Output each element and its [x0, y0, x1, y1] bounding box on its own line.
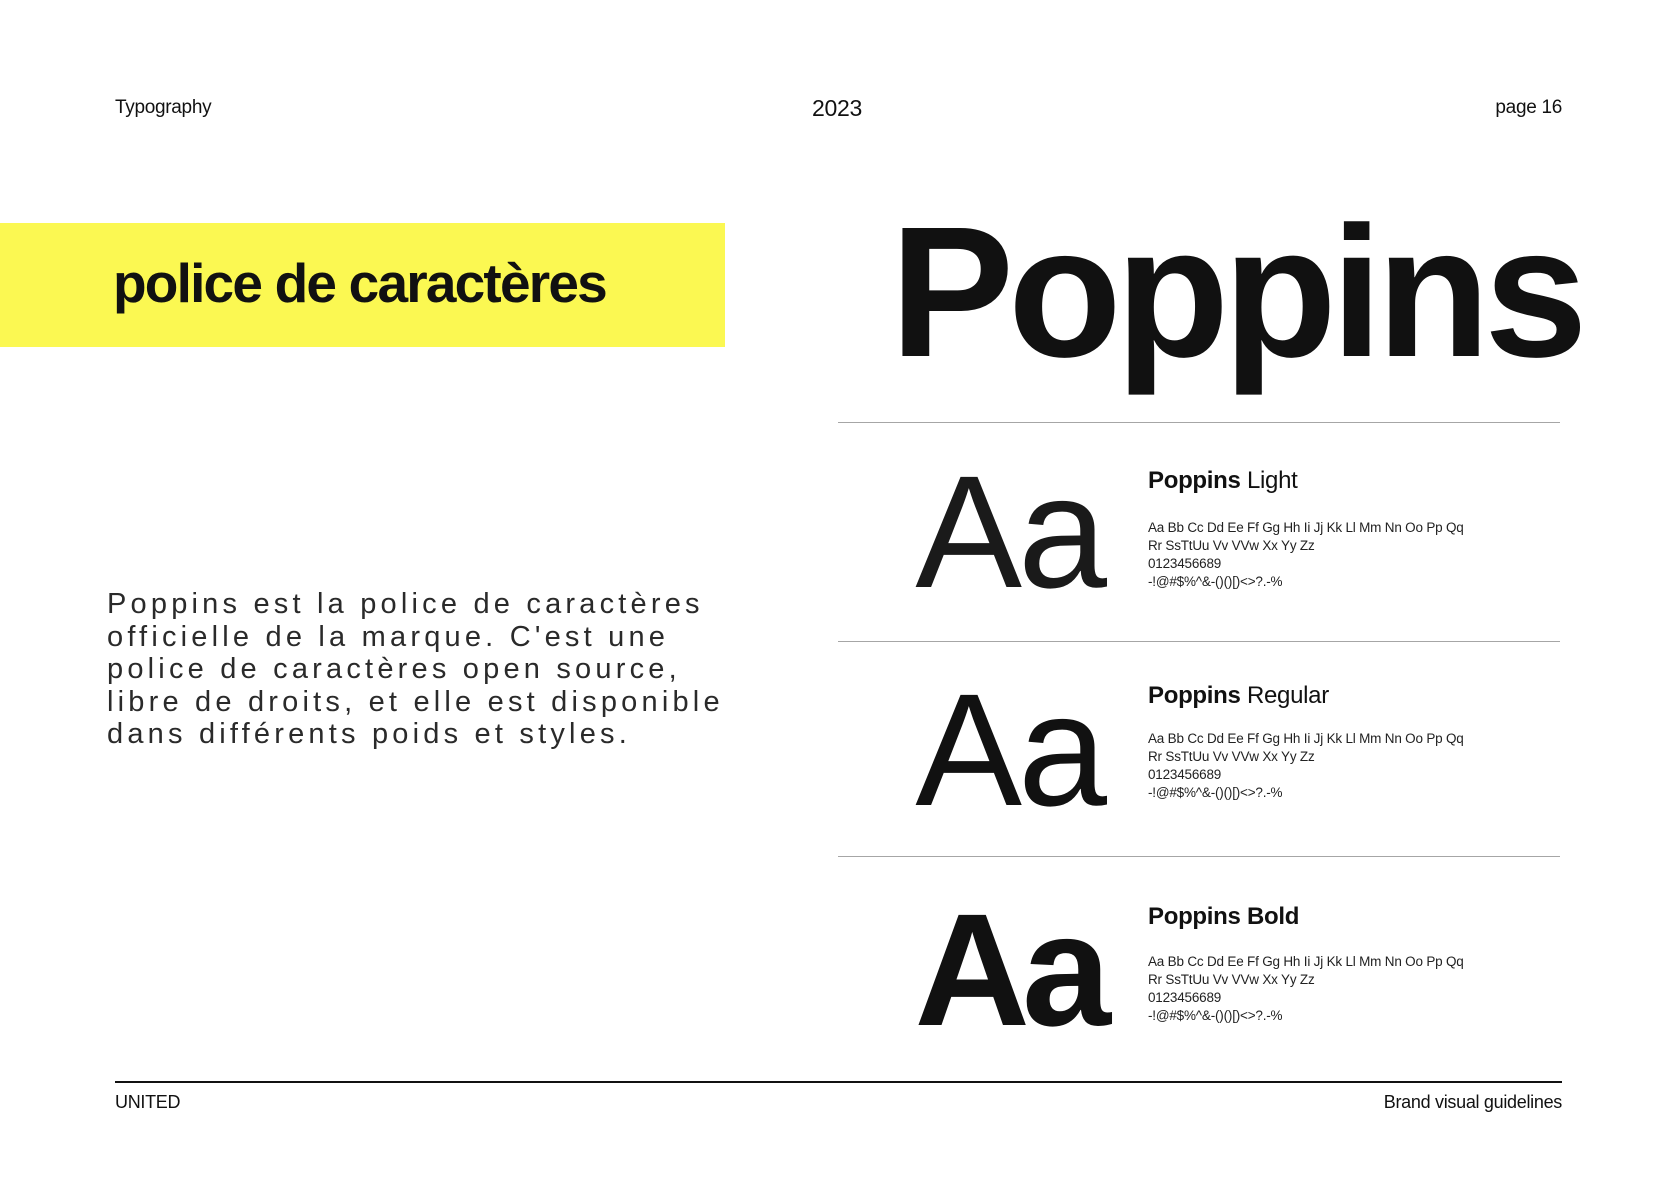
intro-paragraph: Poppins est la police de caractères officielle de la marque. C'est une police de caractères open source, libre de droits, et elle est disponible dans différents poids et styles.: [107, 588, 724, 750]
page-title: police de caractères: [113, 252, 606, 314]
specimen-line: Rr SsTtUu Vv VVw Xx Yy Zz: [1148, 972, 1315, 987]
specimen-line: 0123456689: [1148, 556, 1222, 571]
glyph-sample-bold: Aa: [914, 880, 1103, 1059]
character-specimen-regular: [1148, 730, 1464, 802]
weight-name-bold: [1148, 903, 1299, 931]
weight-label: Light: [1246, 467, 1298, 494]
glyph-sample-regular: Aa: [915, 660, 1103, 839]
section-label: Typography: [115, 97, 212, 118]
divider: [838, 641, 1560, 642]
specimen-line: Aa Bb Cc Dd Ee Ff Gg Hh Ii Jj Kk Ll Mm Nn Oo Pp Qq: [1148, 954, 1464, 969]
font-family-display: Poppins: [890, 189, 1582, 396]
specimen-line: -!@#$%^&-()()[)<>?.-%: [1148, 785, 1283, 800]
specimen-line: 0123456689: [1148, 990, 1222, 1005]
footer-divider: [115, 1081, 1562, 1083]
specimen-line: Rr SsTtUu Vv VVw Xx Yy Zz: [1148, 749, 1315, 764]
specimen-line: Aa Bb Cc Dd Ee Ff Gg Hh Ii Jj Kk Ll Mm Nn Oo Pp Qq: [1148, 520, 1464, 535]
year-label: 2023: [812, 95, 862, 121]
divider: [838, 856, 1560, 857]
specimen-line: Aa Bb Cc Dd Ee Ff Gg Hh Ii Jj Kk Ll Mm Nn Oo Pp Qq: [1148, 731, 1464, 746]
weight-label: Regular: [1246, 682, 1329, 709]
font-family-label: Poppins: [1148, 903, 1241, 930]
character-specimen-bold: [1148, 953, 1464, 1025]
glyph-sample-light: Aa: [915, 442, 1103, 621]
specimen-line: 0123456689: [1148, 767, 1222, 782]
character-specimen-light: [1148, 519, 1464, 591]
weight-label: Bold: [1246, 903, 1300, 930]
brand-name: UNITED: [115, 1092, 181, 1112]
weight-name-light: [1148, 467, 1298, 495]
page-number: page 16: [1495, 97, 1562, 118]
document-title: Brand visual guidelines: [1383, 1092, 1562, 1112]
divider: [838, 422, 1560, 423]
font-family-label: Poppins: [1148, 467, 1241, 494]
specimen-line: -!@#$%^&-()()[)<>?.-%: [1148, 1008, 1283, 1023]
font-family-label: Poppins: [1148, 682, 1241, 709]
specimen-line: -!@#$%^&-()()[)<>?.-%: [1148, 574, 1283, 589]
weight-name-regular: [1148, 682, 1329, 710]
specimen-line: Rr SsTtUu Vv VVw Xx Yy Zz: [1148, 538, 1315, 553]
